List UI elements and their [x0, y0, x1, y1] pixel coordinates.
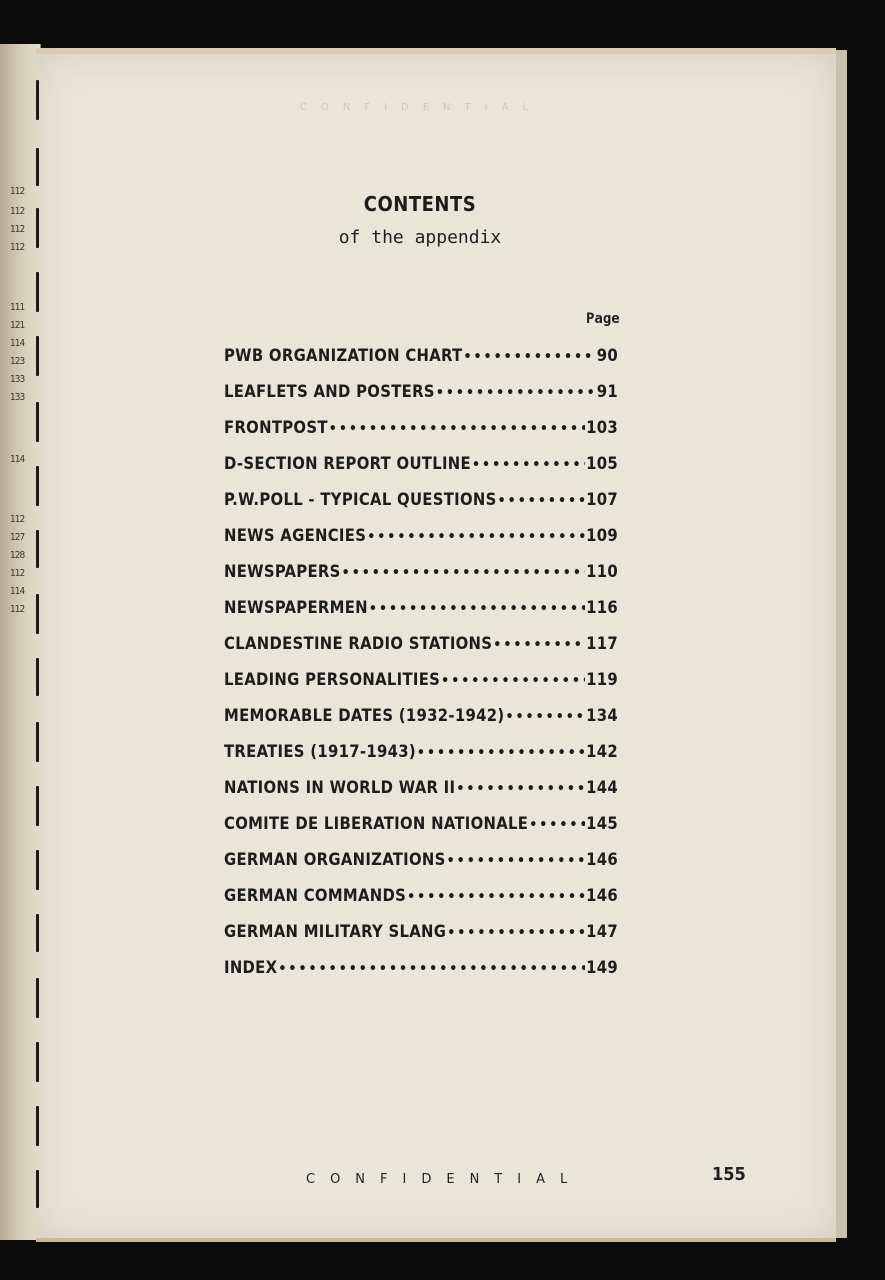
binding-hole: [36, 914, 39, 952]
toc-entry-title: INDEX: [224, 958, 278, 977]
toc-entry: [224, 490, 618, 526]
toc-entry-title: COMITE DE LIBERATION NATIONALE: [224, 814, 529, 833]
leader-dots: [505, 709, 585, 725]
binding-hole: [36, 208, 39, 248]
toc-entry: [224, 526, 618, 562]
binding-hole: [36, 1106, 39, 1146]
toc-entry-page: 110: [586, 562, 618, 581]
leader-dots: [447, 925, 585, 941]
toc-entry-page: 119: [586, 670, 618, 689]
binding-hole: [36, 80, 39, 120]
margin-number: 114: [10, 586, 25, 597]
margin-number: 114: [10, 454, 25, 465]
leader-dots: [436, 385, 596, 401]
leader-dots: [278, 961, 585, 977]
toc-entry-title: CLANDESTINE RADIO STATIONS: [224, 634, 493, 653]
toc-entry: [224, 562, 618, 598]
toc-entry-title: NEWSPAPERS: [224, 562, 341, 581]
toc-entry-page: 147: [586, 922, 618, 941]
toc-entry-page: 117: [586, 634, 618, 653]
leader-dots: [447, 853, 585, 869]
leader-dots: [329, 421, 585, 437]
margin-number: 112: [10, 242, 25, 253]
toc-entry: [224, 346, 618, 382]
toc-entry: [224, 418, 618, 454]
margin-number: 112: [10, 206, 25, 217]
leader-dots: [456, 781, 585, 797]
leader-dots: [472, 457, 585, 473]
toc-entry: [224, 850, 618, 886]
toc-entry: [224, 670, 618, 706]
leader-dots: [367, 529, 585, 545]
toc-entry: [224, 598, 618, 634]
binding-hole: [36, 594, 39, 634]
binding-hole: [36, 466, 39, 506]
facing-page-edge: [0, 44, 41, 1240]
toc-entry-title: GERMAN ORGANIZATIONS: [224, 850, 446, 869]
toc-entry-title: D-SECTION REPORT OUTLINE: [224, 454, 471, 473]
toc-entry-page: 144: [586, 778, 618, 797]
leader-dots: [498, 493, 585, 509]
table-of-contents: [224, 346, 624, 994]
toc-entry-title: NATIONS IN WORLD WAR II: [224, 778, 456, 797]
leader-dots: [407, 889, 585, 905]
leader-dots: [529, 817, 585, 833]
leader-dots: [493, 637, 585, 653]
leader-dots: [417, 745, 585, 761]
toc-entry: [224, 886, 618, 922]
margin-number: 114: [10, 338, 25, 349]
margin-number: 112: [10, 568, 25, 579]
toc-entry-page: 145: [586, 814, 618, 833]
margin-number: 112: [10, 224, 25, 235]
toc-entry: [224, 922, 618, 958]
toc-entry-page: 116: [586, 598, 618, 617]
margin-number: 127: [10, 532, 25, 543]
toc-entry-page: 91: [596, 382, 618, 401]
binding-hole: [36, 402, 39, 442]
binding-hole: [36, 722, 39, 762]
toc-entry: [224, 634, 618, 670]
margin-number: 133: [10, 374, 25, 385]
toc-entry-page: 142: [586, 742, 618, 761]
toc-entry-page: 146: [586, 850, 618, 869]
toc-entry: [224, 742, 618, 778]
toc-entry-page: 146: [586, 886, 618, 905]
toc-entry-title: NEWS AGENCIES: [224, 526, 367, 545]
page-number: 155: [712, 1164, 746, 1185]
toc-entry-title: NEWSPAPERMEN: [224, 598, 368, 617]
toc-entry-title: P.W.POLL - TYPICAL QUESTIONS: [224, 490, 497, 509]
toc-entry-title: LEAFLETS AND POSTERS: [224, 382, 435, 401]
leader-dots: [342, 565, 585, 581]
binding-hole: [36, 530, 39, 568]
toc-entry: [224, 958, 618, 994]
binding-hole: [36, 658, 39, 696]
binding-hole: [36, 786, 39, 826]
confidential-header: CONFIDENTIAL: [300, 102, 543, 113]
toc-entry-page: 109: [586, 526, 618, 545]
margin-number: 112: [10, 514, 25, 525]
toc-entry: [224, 382, 618, 418]
toc-entry-title: GERMAN MILITARY SLANG: [224, 922, 447, 941]
toc-entry: [224, 814, 618, 850]
binding-hole: [36, 272, 39, 312]
binding-hole: [36, 1170, 39, 1208]
page-column-header: Page: [586, 311, 620, 327]
toc-entry-page: 107: [586, 490, 618, 509]
binding-hole: [36, 336, 39, 376]
leader-dots: [463, 349, 595, 365]
page-subtitle: of the appendix: [338, 227, 502, 248]
margin-number: 133: [10, 392, 25, 403]
leader-dots: [441, 673, 585, 689]
margin-number: 123: [10, 356, 25, 367]
toc-entry: [224, 454, 618, 490]
margin-number: 112: [10, 186, 25, 197]
binding-hole: [36, 1042, 39, 1082]
toc-entry-page: 134: [586, 706, 618, 725]
binding-hole: [36, 978, 39, 1018]
toc-entry: [224, 778, 618, 814]
toc-entry-page: 149: [586, 958, 618, 977]
toc-entry-title: LEADING PERSONALITIES: [224, 670, 441, 689]
toc-entry-page: 90: [596, 346, 618, 365]
toc-entry-page: 103: [586, 418, 618, 437]
margin-number: 121: [10, 320, 25, 331]
toc-entry-title: GERMAN COMMANDS: [224, 886, 407, 905]
toc-entry-title: MEMORABLE DATES (1932-1942): [224, 706, 505, 725]
margin-number: 112: [10, 604, 25, 615]
page-title: CONTENTS: [363, 192, 477, 216]
toc-entry-page: 105: [586, 454, 618, 473]
toc-entry-title: FRONTPOST: [224, 418, 328, 437]
toc-entry-title: TREATIES (1917-1943): [224, 742, 416, 761]
leader-dots: [369, 601, 585, 617]
margin-number: 111: [10, 302, 25, 313]
margin-number: 128: [10, 550, 25, 561]
binding-hole: [36, 850, 39, 890]
margin-page-numbers: [10, 44, 32, 1240]
toc-entry-title: PWB ORGANIZATION CHART: [224, 346, 463, 365]
confidential-footer: CONFIDENTIAL: [306, 1172, 583, 1187]
toc-entry: [224, 706, 618, 742]
binding-hole: [36, 148, 39, 186]
